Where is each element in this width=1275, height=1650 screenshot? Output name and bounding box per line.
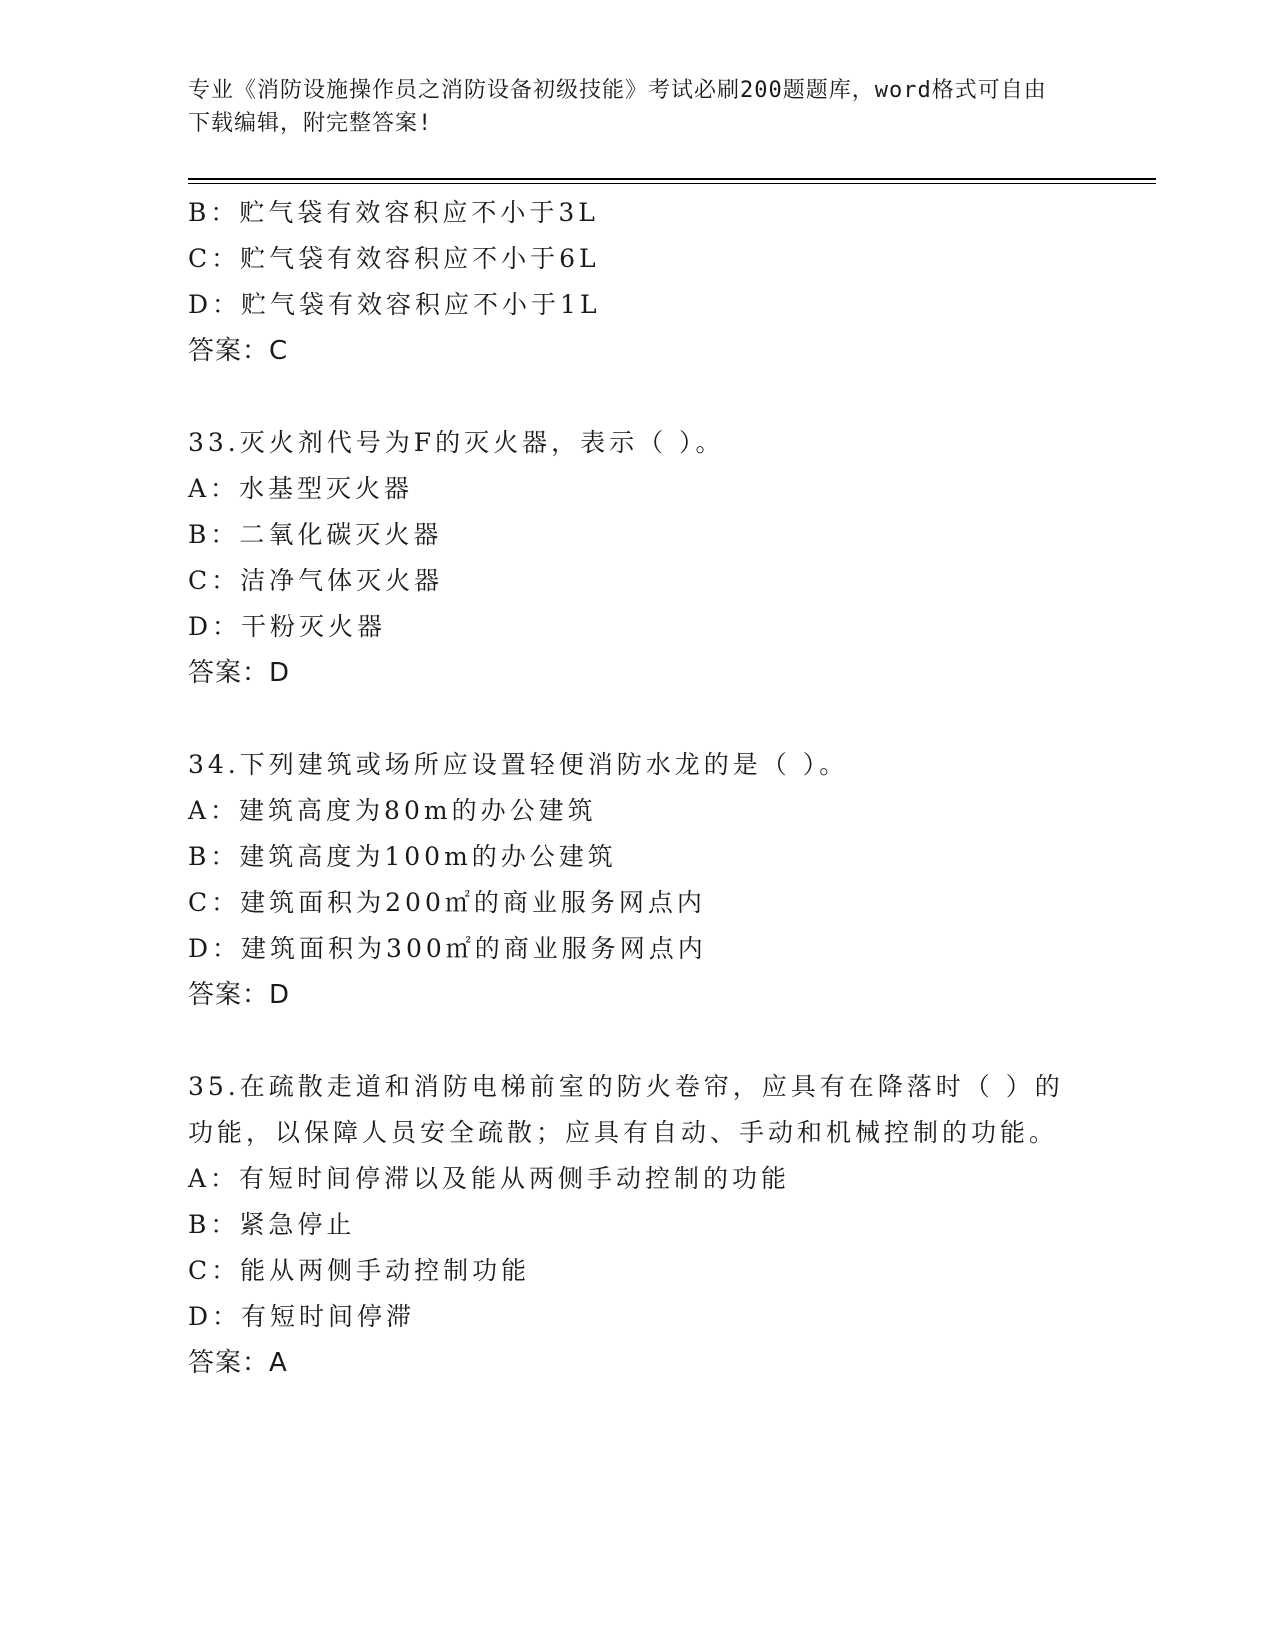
option-d: D：建筑面积为300㎡的商业服务网点内 xyxy=(188,934,707,963)
document-header: 专业《消防设施操作员之消防设备初级技能》考试必刷200题题库，word格式可自由下载编辑，附完整答案! xyxy=(188,78,1047,136)
option-c: C：建筑面积为200㎡的商业服务网点内 xyxy=(188,888,706,917)
spacer xyxy=(188,1018,1088,1064)
answer-text: 答案：D xyxy=(188,658,291,688)
option-d: D：有短时间停滞 xyxy=(188,1302,416,1331)
question-text: 34.下列建筑或场所应设置轻便消防水龙的是（ ）。 xyxy=(188,750,849,779)
option-d: D：干粉灭火器 xyxy=(188,612,387,641)
option-b: B：二氧化碳灭火器 xyxy=(188,520,443,549)
question-block-35 xyxy=(188,1064,1088,1386)
option-d: D：贮气袋有效容积应不小于1L xyxy=(188,290,601,319)
question-text: 35.在疏散走道和消防电梯前室的防火卷帘，应具有在降落时（ ）的功能，以保障人员安全疏散；应具有自动、手动和机械控制的功能。 xyxy=(188,1072,1064,1147)
answer-text: 答案：C xyxy=(188,336,289,366)
option-c: C：洁净气体灭火器 xyxy=(188,566,444,595)
spacer xyxy=(188,374,1088,420)
option-b: B：贮气袋有效容积应不小于3L xyxy=(188,198,599,227)
answer-text: 答案：D xyxy=(188,980,291,1010)
question-text: 33.灭火剂代号为F的灭火器，表示（ ）。 xyxy=(188,428,725,457)
header-rule-thin xyxy=(188,183,1156,184)
option-a: A：水基型灭火器 xyxy=(188,474,414,503)
option-a: A：有短时间停滞以及能从两侧手动控制的功能 xyxy=(188,1164,791,1193)
header-rule-thick xyxy=(188,178,1156,180)
question-block-partial xyxy=(188,190,1088,374)
question-content xyxy=(188,190,1088,1386)
option-b: B：建筑高度为100m的办公建筑 xyxy=(188,842,617,871)
question-block-34 xyxy=(188,742,1088,1018)
spacer xyxy=(188,696,1088,742)
answer-text: 答案：A xyxy=(188,1348,288,1378)
option-a: A：建筑高度为80m的办公建筑 xyxy=(188,796,597,825)
option-c: C：能从两侧手动控制功能 xyxy=(188,1256,531,1285)
option-c: C：贮气袋有效容积应不小于6L xyxy=(188,244,600,273)
question-block-33 xyxy=(188,420,1088,696)
option-b: B：紧急停止 xyxy=(188,1210,356,1239)
